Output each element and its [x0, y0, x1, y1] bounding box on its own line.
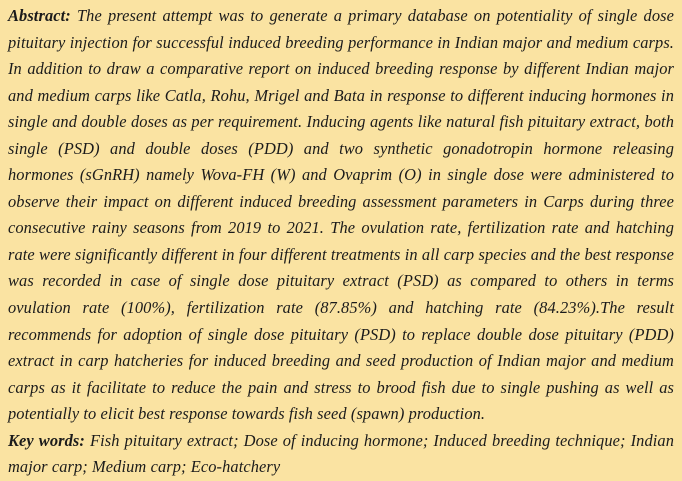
- keywords-text: Fish pituitary extract; Dose of inducing hormone; Induced breeding technique; Indian major carp; Medium carp; Eco-hatchery: [8, 430, 674, 477]
- abstract-label: Abstract:: [8, 6, 71, 25]
- abstract-text: The present attempt was to generate a primary database on potentiality of single dose pituitary injection for successful induced breeding performance in Indian major and medium carps. In addition to draw a comparative report on induced breeding response by different Indian major and medium carps like Catla, Rohu, Mrigel and Bata in response to different inducing hormones in single and double doses as per requirement. Inducing agents like natural fish pituitary extract, both single (PSD) and double doses (PDD) and two synthetic gonadotropin hormone releasing hormones (sGnRH) namely Wova-FH (W) and Ovaprim (O) in single dose were administered to observe their impact on different induced breeding assessment parameters in Carps during three consecutive rainy seasons from 2019 to 2021. The ovulation rate, fertilization rate and hatching rate were significantly different in four different treatments in all carp species and the best response was recorded in case of single dose pituitary extract (PSD) as compared to others in terms ovulation rate (100%), fertilization rate (87.85%) and hatching rate (84.23%).The result recommends for adoption of single dose pituitary (PSD) to replace double dose pituitary (PDD) extract in carp hatcheries for induced breeding and seed production of Indian major and medium carps as it facilitate to reduce the pain and stress to brood fish due to single pushing as well as potentially to elicit best response towards fish seed (spawn) production.: [8, 6, 674, 424]
- keywords-label: Key words:: [8, 430, 85, 450]
- keywords-paragraph: [8, 428, 674, 481]
- abstract-paragraph: [8, 3, 674, 428]
